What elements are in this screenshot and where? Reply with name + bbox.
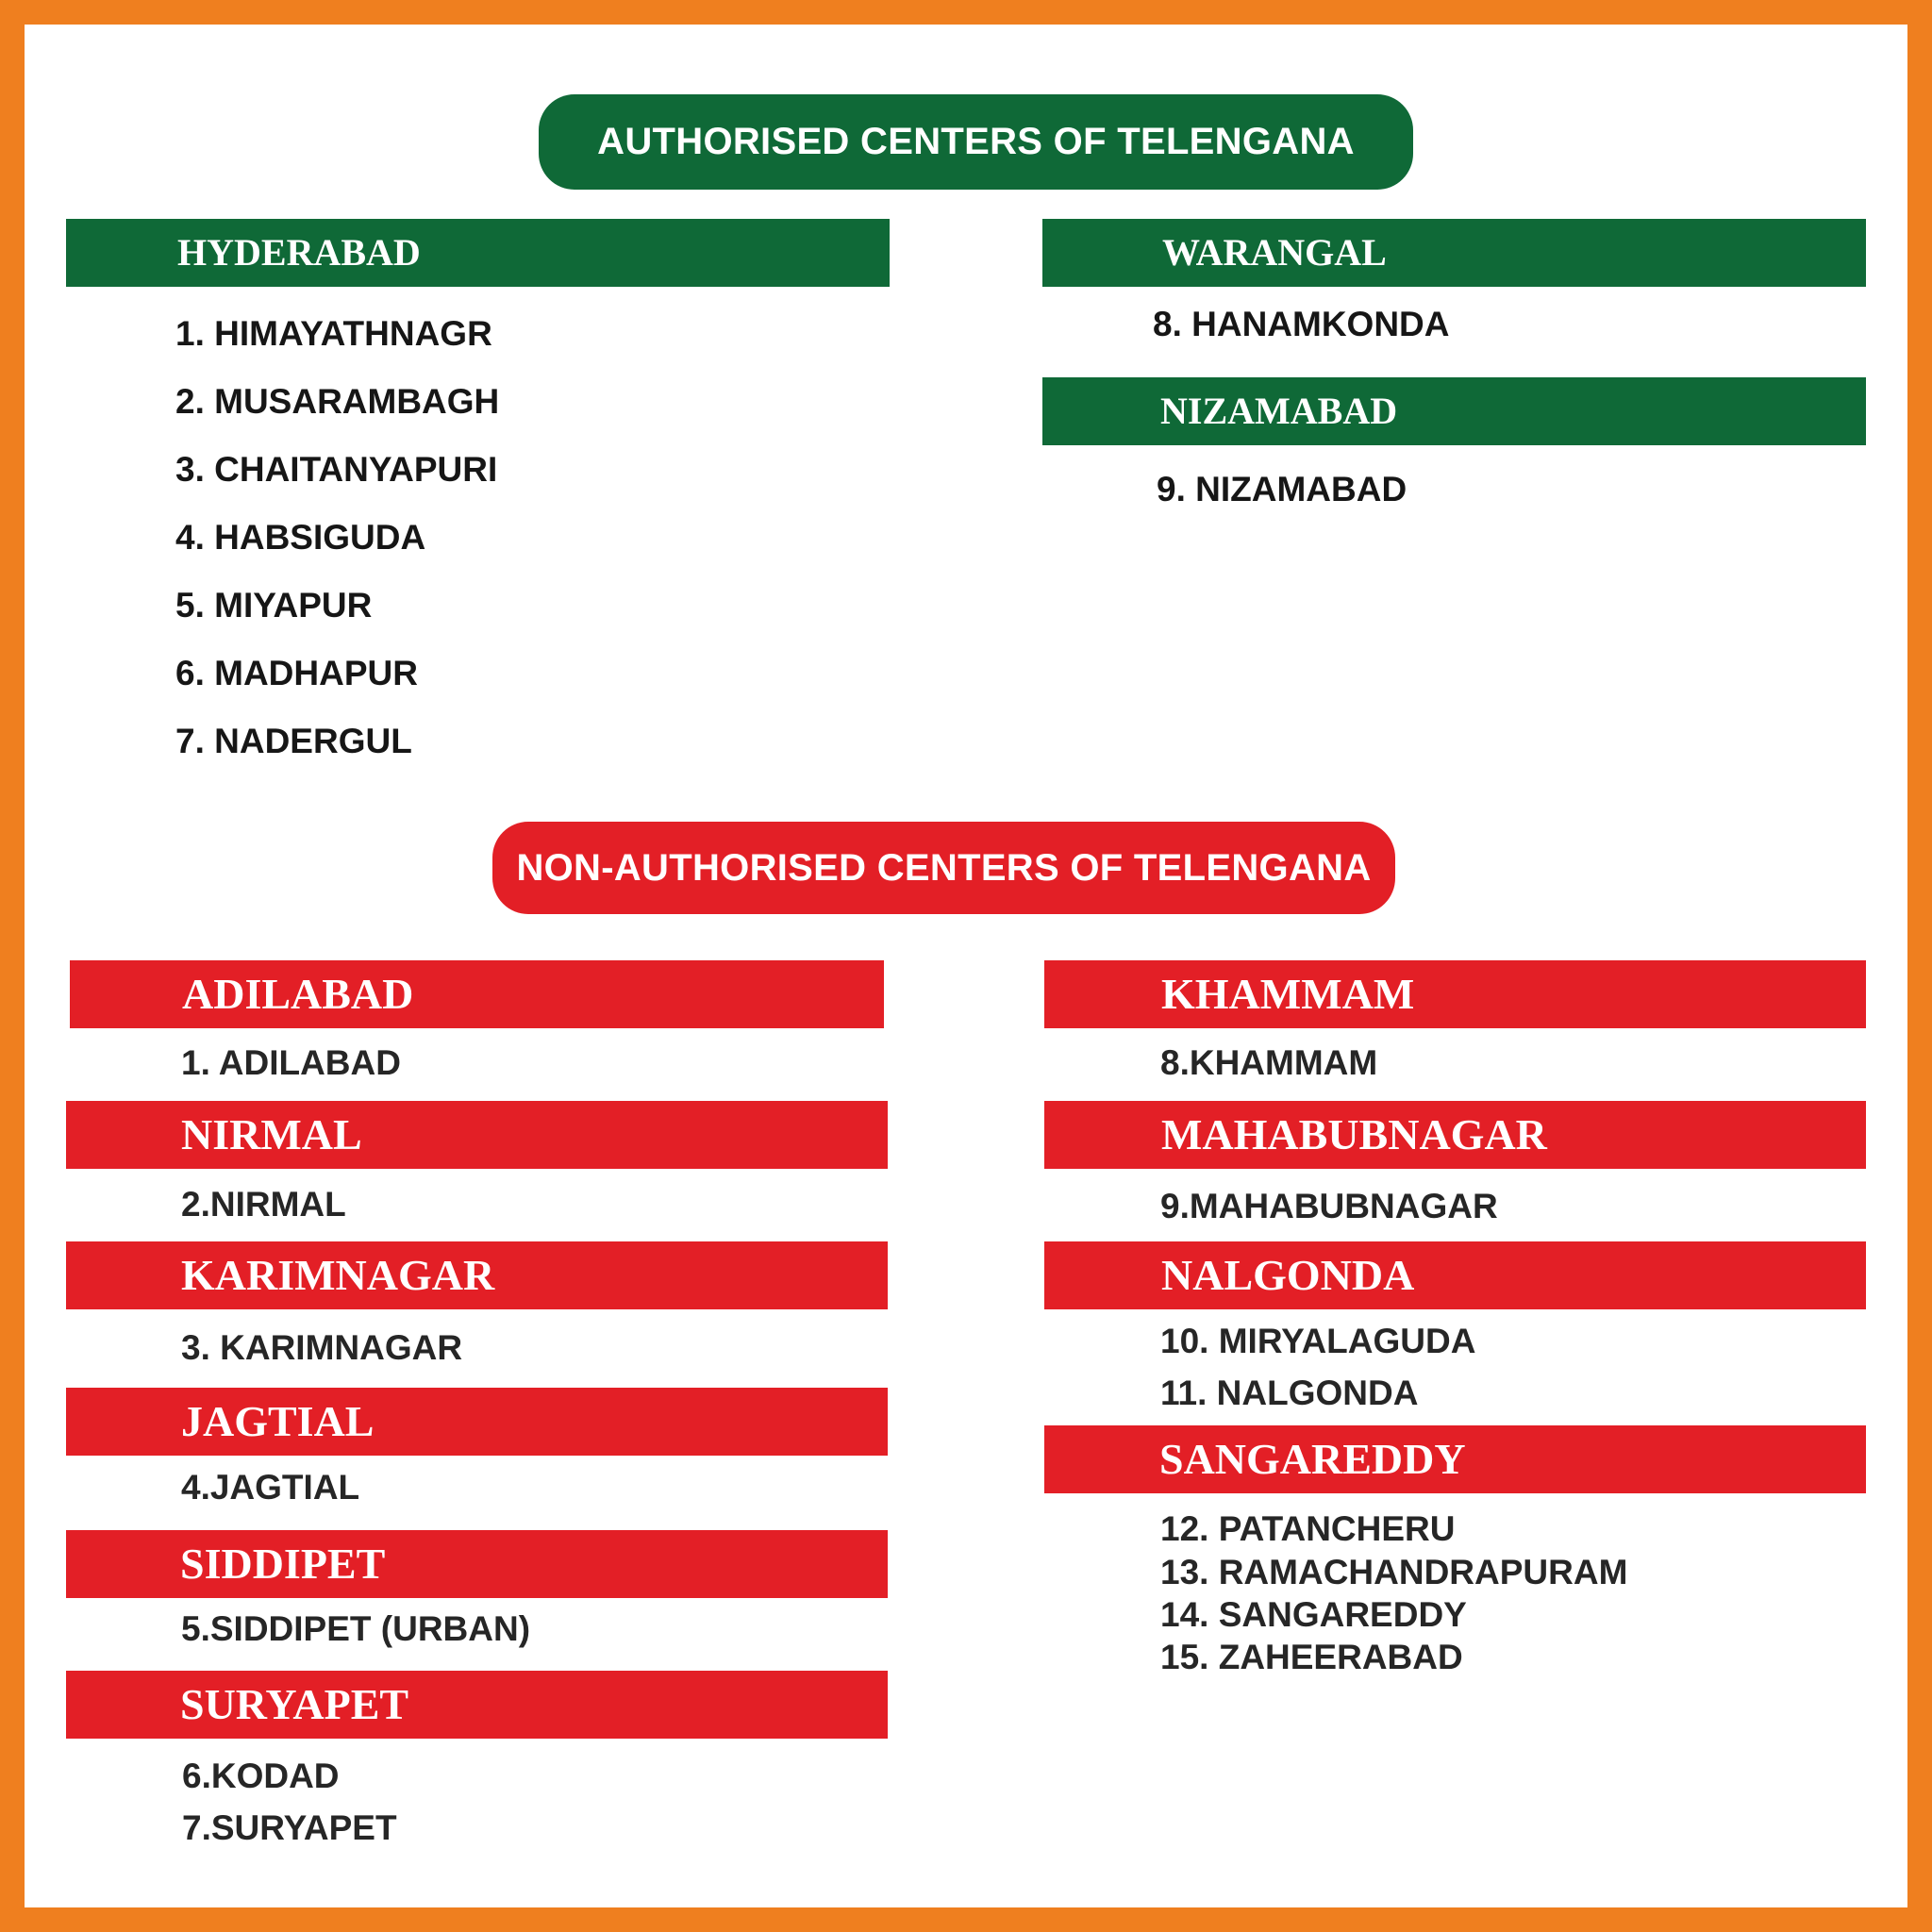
list-item: 2. MUSARAMBAGH [175, 382, 500, 421]
list-item: 15. ZAHEERABAD [1160, 1638, 1463, 1676]
siddipet-heading: SIDDIPET [66, 1530, 888, 1598]
list-item: 10. MIRYALAGUDA [1160, 1322, 1476, 1360]
list-item: 7. NADERGUL [175, 722, 412, 760]
karimnagar-heading: KARIMNAGAR [66, 1241, 888, 1309]
list-item: 1. ADILABAD [181, 1043, 401, 1082]
list-item: 3. CHAITANYAPURI [175, 450, 498, 489]
non-authorised-title: NON-AUTHORISED CENTERS OF TELENGANA [492, 822, 1395, 914]
jagtial-heading: JAGTIAL [66, 1388, 888, 1456]
list-item: 13. RAMACHANDRAPURAM [1160, 1553, 1628, 1591]
suryapet-heading: SURYAPET [66, 1671, 888, 1739]
list-item: 2.NIRMAL [181, 1185, 346, 1224]
list-item: 14. SANGAREDDY [1160, 1595, 1467, 1634]
nizamabad-heading: NIZAMABAD [1042, 377, 1866, 445]
mahabubnagar-heading: MAHABUBNAGAR [1044, 1101, 1866, 1169]
khammam-heading: KHAMMAM [1044, 960, 1866, 1028]
warangal-heading: WARANGAL [1042, 219, 1866, 287]
list-item: 5.SIDDIPET (URBAN) [181, 1609, 531, 1648]
hyderabad-heading: HYDERABAD [66, 219, 890, 287]
list-item: 4.JAGTIAL [181, 1468, 360, 1507]
list-item: 8.KHAMMAM [1160, 1043, 1378, 1082]
authorised-title: AUTHORISED CENTERS OF TELENGANA [539, 94, 1413, 190]
nirmal-heading: NIRMAL [66, 1101, 888, 1169]
list-item: 6.KODAD [182, 1757, 340, 1795]
sangareddy-heading: SANGAREDDY [1044, 1425, 1866, 1493]
list-item: 11. NALGONDA [1160, 1374, 1419, 1412]
list-item: 12. PATANCHERU [1160, 1509, 1456, 1548]
list-item: 9.MAHABUBNAGAR [1160, 1187, 1498, 1225]
list-item: 7.SURYAPET [182, 1808, 397, 1847]
list-item: 4. HABSIGUDA [175, 518, 426, 557]
list-item: 3. KARIMNAGAR [181, 1328, 463, 1367]
list-item: 6. MADHAPUR [175, 654, 418, 692]
list-item: 9. NIZAMABAD [1157, 470, 1407, 508]
nalgonda-heading: NALGONDA [1044, 1241, 1866, 1309]
list-item: 5. MIYAPUR [175, 586, 373, 625]
list-item: 8. HANAMKONDA [1153, 305, 1450, 343]
list-item: 1. HIMAYATHNAGR [175, 314, 492, 353]
adilabad-heading: ADILABAD [70, 960, 884, 1028]
